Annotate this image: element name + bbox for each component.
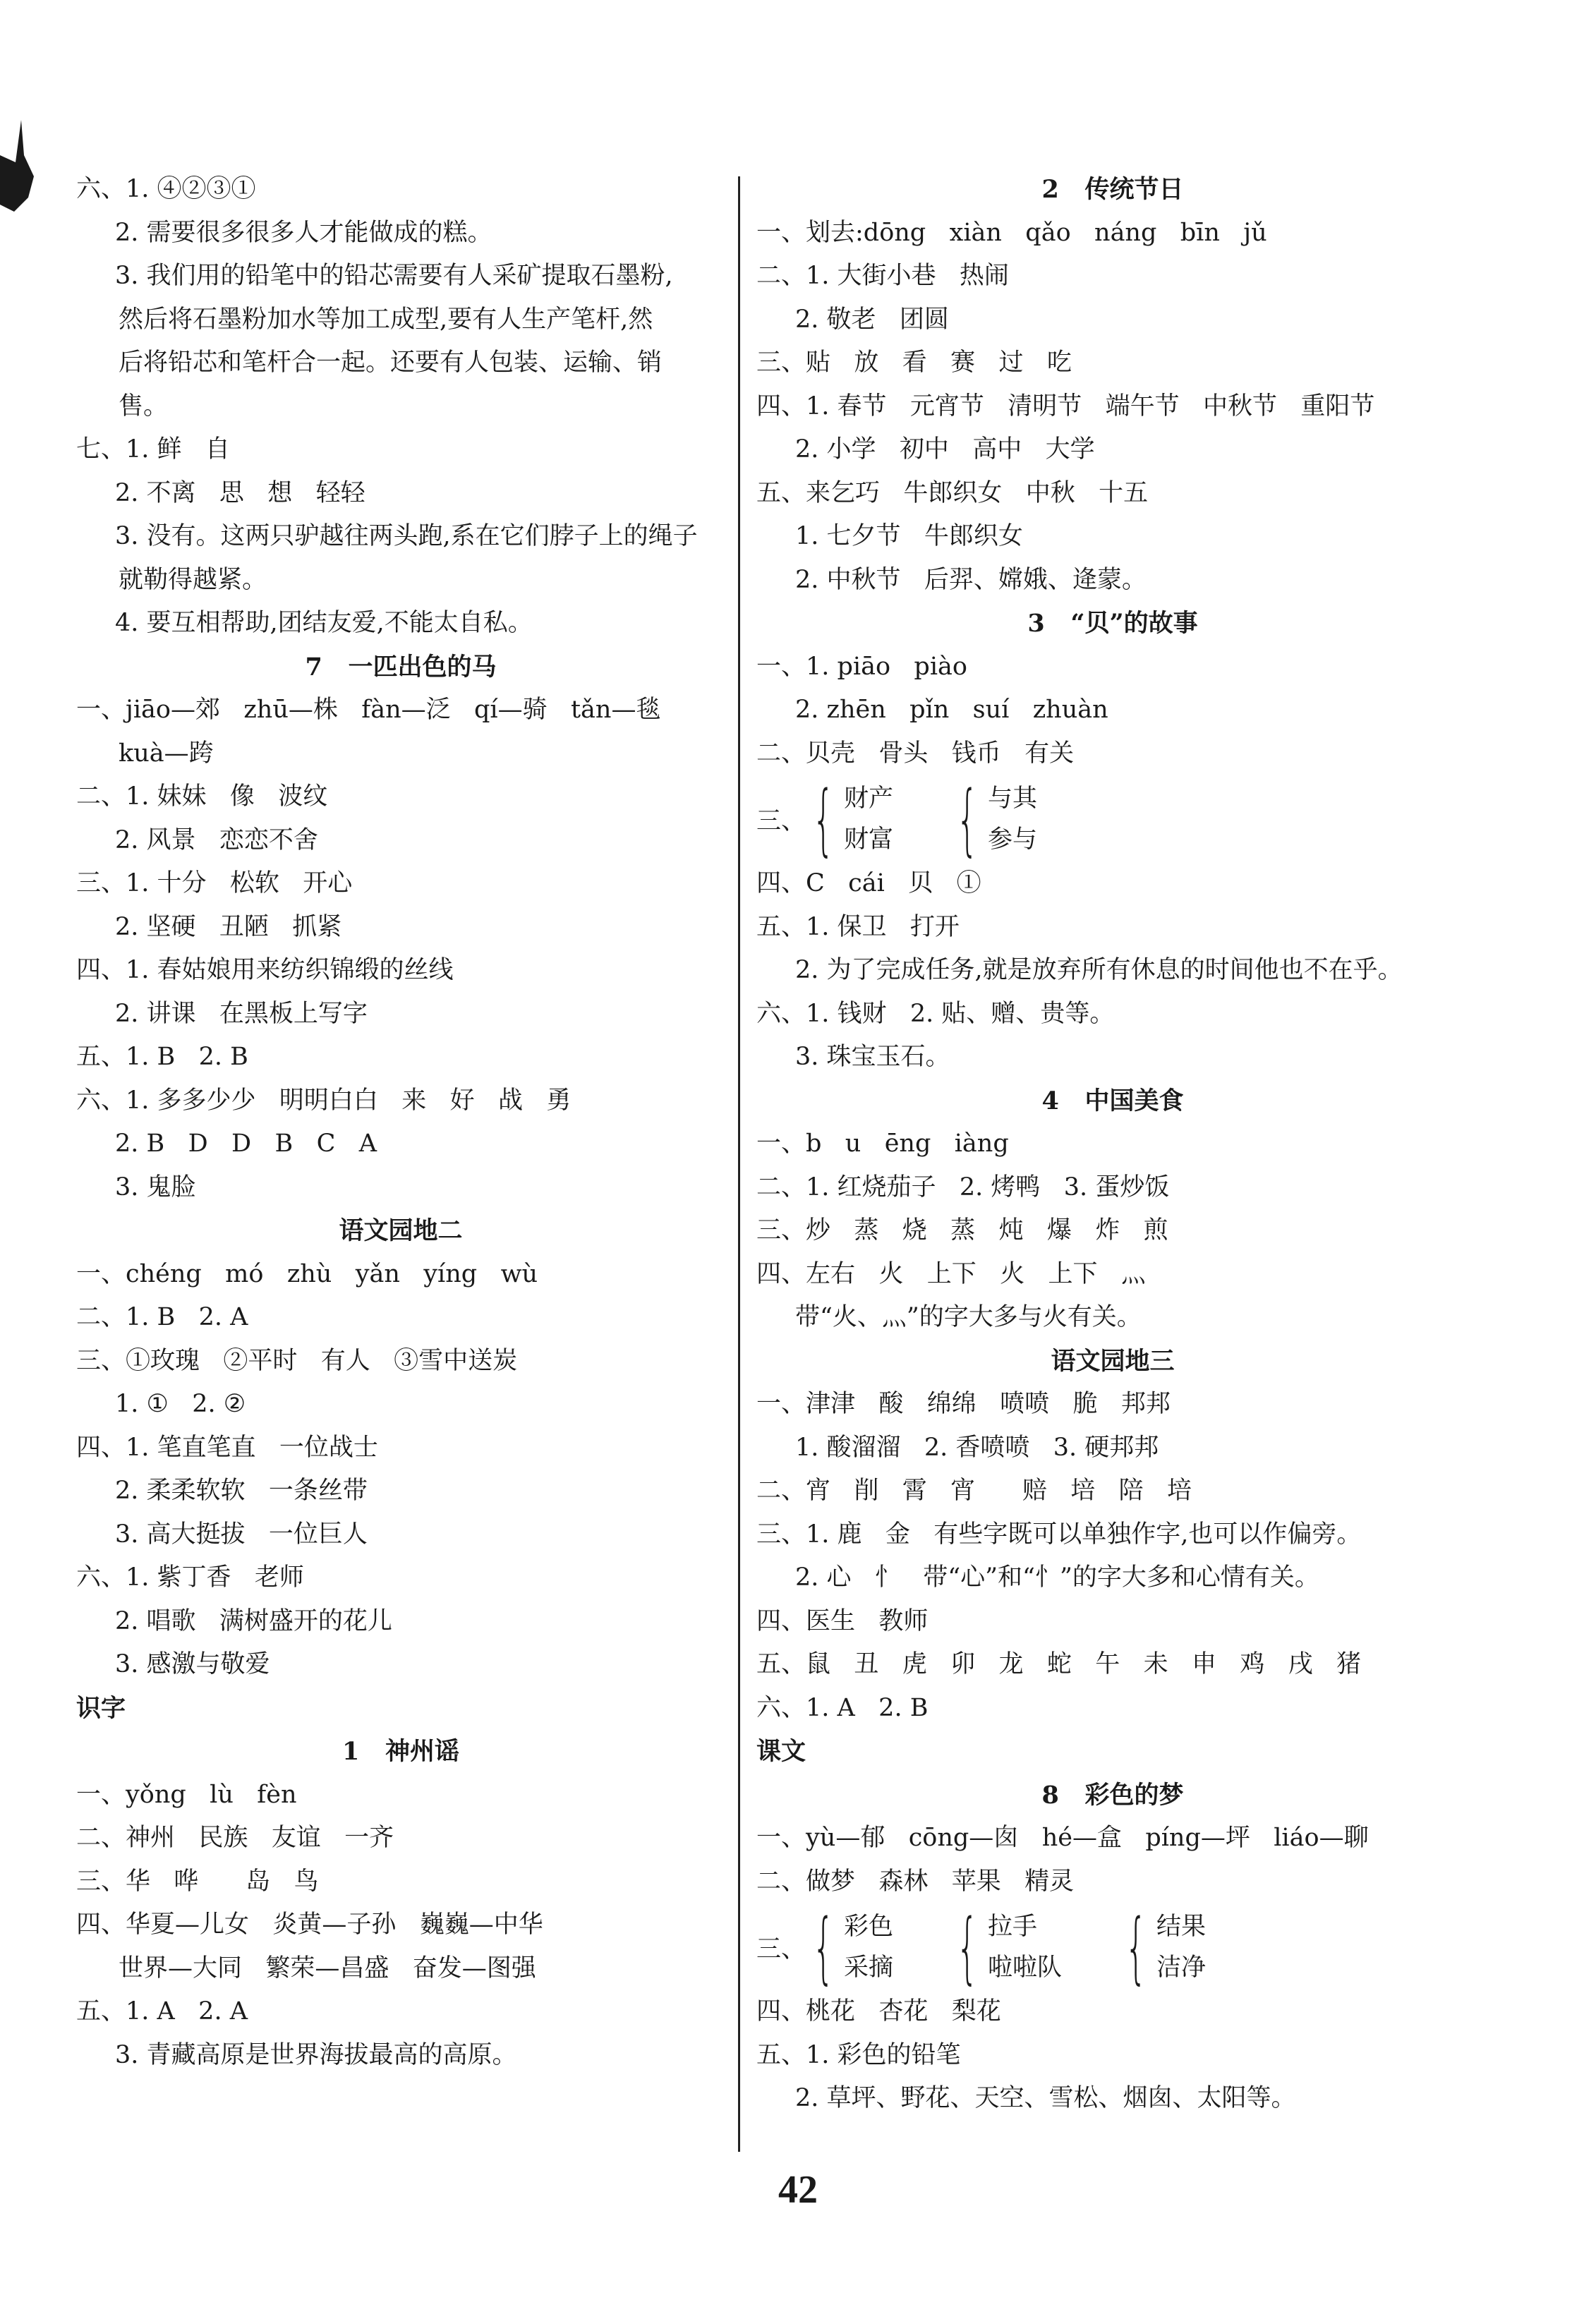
bracket-word: 结果: [1156, 1912, 1207, 1941]
bracket-group: [799, 773, 894, 864]
scan-edge-mark: [0, 113, 34, 219]
answer-line: 一、jiāo—郊 zhū—株 fàn—泛 qí—骑 tǎn—毯: [76, 696, 661, 724]
answer-line: 2. 小学 初中 高中 大学: [795, 435, 1095, 464]
answer-line: 一、yǒng lù fèn: [76, 1780, 297, 1809]
answer-line: 五、鼠 丑 虎 卯 龙 蛇 午 未 申 鸡 戌 猪: [756, 1650, 1362, 1678]
bracket-word: 财富: [844, 825, 894, 854]
bracket-word: 洁净: [1156, 1953, 1207, 1982]
answer-line: 售。: [119, 392, 169, 420]
answer-line: 五、1. A 2. A: [76, 1997, 248, 2026]
answer-line: 三、炒 蒸 烧 蒸 炖 爆 炸 煎: [756, 1216, 1168, 1245]
bracket-word: 彩色: [844, 1912, 894, 1941]
answer-line: 一、yù—郁 cōng—囱 hé—盒 píng—坪 liáo—聊: [756, 1824, 1369, 1852]
answer-line: 七、1. 鲜 自: [76, 435, 230, 464]
right-column: [756, 168, 1469, 2121]
answer-line: 2. 为了完成任务,就是放弃所有休息的时间他也不在乎。: [795, 956, 1403, 984]
section-heading: 8 彩色的梦: [1041, 1780, 1184, 1810]
answer-line: 四、医生 教师: [756, 1606, 929, 1635]
answer-line: 1. 酸溜溜 2. 香喷喷 3. 硬邦邦: [795, 1433, 1159, 1462]
answer-line: 二、1. 红烧茄子 2. 烤鸭 3. 蛋炒饭: [756, 1173, 1170, 1201]
section-heading: 7 一匹出色的马: [305, 652, 497, 682]
answer-line: 四、C cái 贝 ①: [756, 869, 981, 897]
answer-line: 带“火、灬”的字大多与火有关。: [795, 1303, 1142, 1331]
answer-line: 4. 要互相帮助,团结友爱,不能太自私。: [115, 609, 533, 637]
answer-line: 二、1. B 2. A: [76, 1303, 248, 1331]
answer-line: 五、1. 彩色的铅笔: [756, 2040, 961, 2069]
section-heading: 3 “贝”的故事: [1027, 609, 1198, 638]
answer-line: 2. 坚硬 丑陋 抓紧: [115, 912, 342, 941]
section-heading: 语文园地二: [339, 1216, 463, 1245]
answer-line: 3. 感激与敬爱: [115, 1650, 270, 1678]
answer-line: 五、1. B 2. B: [76, 1043, 248, 1071]
answer-line: kuà—跨: [119, 739, 214, 768]
section-heading: 2 传统节日: [1041, 175, 1184, 204]
answer-line: 2. 草坪、野花、天空、雪松、烟囱、太阳等。: [795, 2084, 1296, 2112]
brace-glyph: {: [956, 773, 979, 864]
bracket-word: 财产: [844, 784, 894, 813]
answer-line: 二、贝壳 骨头 钱币 有关: [756, 739, 1075, 768]
answer-line: 一、chéng mó zhù yǎn yíng wù: [76, 1259, 538, 1288]
answer-line: 3. 珠宝玉石。: [795, 1043, 950, 1071]
answer-line: 1. ① 2. ②: [115, 1390, 246, 1418]
bracket-word: 拉手: [988, 1912, 1038, 1941]
bracket-lead: 三、: [756, 1934, 806, 1963]
page-number: 42: [778, 2168, 818, 2212]
answer-line: 后将铅芯和笔杆合一起。还要有人包装、运输、销: [119, 349, 663, 377]
answer-line: 三、1. 鹿 金 有些字既可以单独作字,也可以作偏旁。: [756, 1520, 1362, 1549]
bracket-word: 与其: [988, 784, 1038, 813]
section-heading: 语文园地三: [1051, 1346, 1175, 1376]
answer-line: 二、做梦 森林 苹果 精灵: [756, 1867, 1075, 1896]
bracket-lead: 三、: [756, 806, 806, 835]
bracket-group: [943, 773, 1038, 864]
answer-line: 二、1. 妹妹 像 波纹: [76, 782, 328, 811]
brace-glyph: {: [812, 1901, 835, 1992]
column-divider: [738, 176, 740, 2152]
answer-line: 2. zhēn pǐn suí zhuàn: [795, 696, 1108, 724]
bracket-group: [799, 1901, 894, 1992]
brace-glyph: {: [1125, 1901, 1147, 1992]
answer-line: 四、1. 春节 元宵节 清明节 端午节 中秋节 重阳节: [756, 392, 1375, 420]
answer-line: 三、1. 十分 松软 开心: [76, 869, 353, 897]
answer-line: 3. 没有。这两只驴越往两头跑,系在它们脖子上的绳子: [115, 522, 698, 550]
section-heading: 识字: [76, 1693, 126, 1723]
answer-line: 3. 我们用的铅笔中的铅芯需要有人采矿提取石墨粉,: [115, 262, 673, 290]
answer-line: 2. 心 忄 带“心”和“忄”的字大多和心情有关。: [795, 1563, 1319, 1592]
bracket-answer-row: [756, 1903, 1469, 1990]
bracket-group: [1111, 1901, 1207, 1992]
answer-line: 四、华夏—儿女 炎黄—子孙 巍巍—中华: [76, 1911, 543, 1939]
bracket-word: 参与: [988, 825, 1038, 854]
answer-line: 3. 高大挺拔 一位巨人: [115, 1520, 368, 1549]
answer-line: 世界—大同 繁荣—昌盛 奋发—图强: [119, 1954, 536, 1982]
answer-line: 三、①玫瑰 ②平时 有人 ③雪中送炭: [76, 1346, 518, 1375]
answer-line: 六、1. 钱财 2. 贴、赠、贵等。: [756, 999, 1115, 1028]
answer-line: 2. B D D B C A: [115, 1130, 377, 1158]
section-heading: 4 中国美食: [1041, 1086, 1184, 1115]
answer-line: 3. 青藏高原是世界海拔最高的高原。: [115, 2040, 517, 2069]
answer-line: 就勒得越紧。: [119, 565, 267, 594]
answer-line: 一、1. piāo piào: [756, 652, 967, 681]
answer-line: 2. 需要很多很多人才能做成的糕。: [115, 218, 492, 247]
answer-line: 五、来乞巧 牛郎织女 中秋 十五: [756, 478, 1149, 507]
answer-line: 六、1. ④②③①: [76, 175, 256, 203]
answer-line: 1. 七夕节 牛郎织女: [795, 522, 1023, 550]
left-column: [76, 168, 725, 2077]
answer-line: 四、桃花 杏花 梨花: [756, 1997, 1001, 2026]
brace-glyph: {: [812, 773, 835, 864]
answer-line: 三、华 哗 岛 鸟: [76, 1867, 319, 1896]
answer-line: 2. 敬老 团圆: [795, 305, 949, 334]
answer-line: 二、宵 削 霄 宵 赔 培 陪 培: [756, 1477, 1192, 1505]
answer-line: 六、1. 多多少少 明明白白 来 好 战 勇: [76, 1086, 572, 1115]
answer-line: 2. 讲课 在黑板上写字: [115, 999, 368, 1028]
answer-line: 一、b u ēng iàng: [756, 1130, 1009, 1158]
answer-line: 三、贴 放 看 赛 过 吃: [756, 349, 1072, 377]
answer-line: 六、1. 紫丁香 老师: [76, 1563, 304, 1592]
answer-line: 四、1. 笔直笔直 一位战士: [76, 1433, 378, 1462]
answer-line: 2. 不离 思 想 轻轻: [115, 478, 365, 507]
brace-glyph: {: [956, 1901, 979, 1992]
answer-line: 3. 鬼脸: [115, 1173, 196, 1201]
answer-line: 六、1. A 2. B: [756, 1693, 929, 1722]
answer-line: 二、1. 大街小巷 热闹: [756, 262, 1009, 290]
answer-line: 2. 柔柔软软 一条丝带: [115, 1477, 368, 1505]
answer-line: 然后将石墨粉加水等加工成型,要有人生产笔杆,然: [119, 305, 653, 334]
bracket-word: 啦啦队: [988, 1953, 1063, 1982]
answer-line: 2. 唱歌 满树盛开的花儿: [115, 1606, 392, 1635]
answer-line: 2. 风景 恋恋不舍: [115, 825, 318, 854]
answer-line: 四、左右 火 上下 火 上下 灬: [756, 1259, 1146, 1288]
bracket-answer-row: [756, 775, 1469, 862]
answer-line: 五、1. 保卫 打开: [756, 912, 960, 941]
answer-line: 一、津津 酸 绵绵 喷喷 脆 邦邦: [756, 1390, 1171, 1418]
bracket-group: [943, 1901, 1063, 1992]
answer-line: 2. 中秋节 后羿、嫦娥、逄蒙。: [795, 565, 1147, 594]
answer-line: 一、划去:dōng xiàn qǎo náng bīn jǔ: [756, 218, 1267, 247]
section-heading: 课文: [756, 1737, 806, 1766]
answer-line: 四、1. 春姑娘用来纺织锦缎的丝线: [76, 956, 454, 984]
bracket-word: 采摘: [844, 1953, 894, 1982]
section-heading: 1 神州谣: [342, 1737, 459, 1766]
answer-line: 二、神州 民族 友谊 一齐: [76, 1824, 394, 1852]
